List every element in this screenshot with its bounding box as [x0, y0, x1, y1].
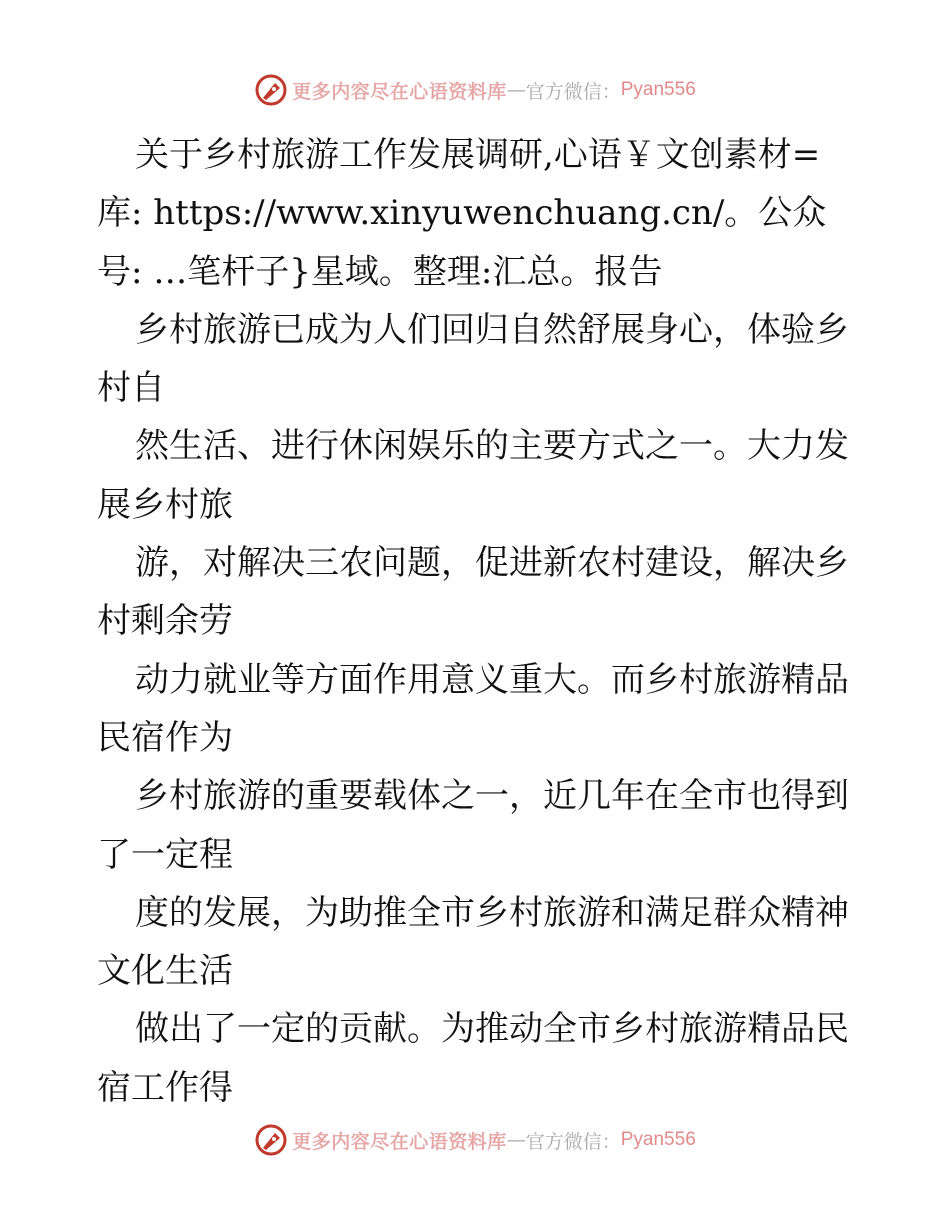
text-line: 了一定程	[97, 834, 233, 875]
text-line: 动力就业等方面作用意义重大。而乡村旅游精品	[135, 659, 849, 700]
text-line: 民宿作为	[97, 717, 233, 758]
text-line: 号: …笔杆子}星域。整理:汇总。报告	[97, 251, 663, 292]
text-line: 做出了一定的贡献。为推动全市乡村旅游精品民	[135, 1009, 849, 1050]
banner-separator: —	[506, 79, 526, 101]
text-line: 宿工作得	[97, 1067, 233, 1108]
text-line: 村自	[97, 368, 165, 409]
banner-brand-text: 更多内容尽在心语资料库	[292, 1130, 507, 1153]
text-line: 文化生活	[97, 951, 233, 992]
text-line: 游，对解决三农问题，促进新农村建设，解决乡	[135, 543, 849, 584]
banner-contact-label: 官方微信：	[525, 1130, 621, 1153]
text-line: 乡村旅游的重要载体之一，近几年在全市也得到	[135, 776, 849, 817]
banner-wechat-id: Pyan556	[620, 79, 696, 100]
text-line: 展乡村旅	[97, 484, 233, 525]
text-line: 村剩余劳	[97, 601, 233, 642]
banner-wechat-id: Pyan556	[620, 1129, 696, 1150]
document-body	[97, 126, 867, 1117]
footer-watermark-banner	[0, 1120, 950, 1160]
text-line: 关于乡村旅游工作发展调研,心语￥文创素材=	[135, 135, 821, 175]
pen-nib-logo-icon	[254, 73, 288, 107]
text-line: 度的发展，为助推全市乡村旅游和满足群众精神	[135, 892, 849, 933]
banner-contact-label: 官方微信：	[525, 80, 621, 103]
text-line: 库: https://www.xinyuwenchuang.cn/。公众	[97, 193, 827, 234]
text-line: 然生活、进行休闲娱乐的主要方式之一。大力发	[135, 426, 849, 467]
text-line: 乡村旅游已成为人们回归自然舒展身心，体验乡	[135, 309, 849, 350]
banner-brand-text: 更多内容尽在心语资料库	[292, 80, 507, 103]
banner-separator: —	[506, 1129, 526, 1151]
pen-nib-logo-icon	[254, 1123, 288, 1157]
header-watermark-banner	[0, 70, 950, 110]
